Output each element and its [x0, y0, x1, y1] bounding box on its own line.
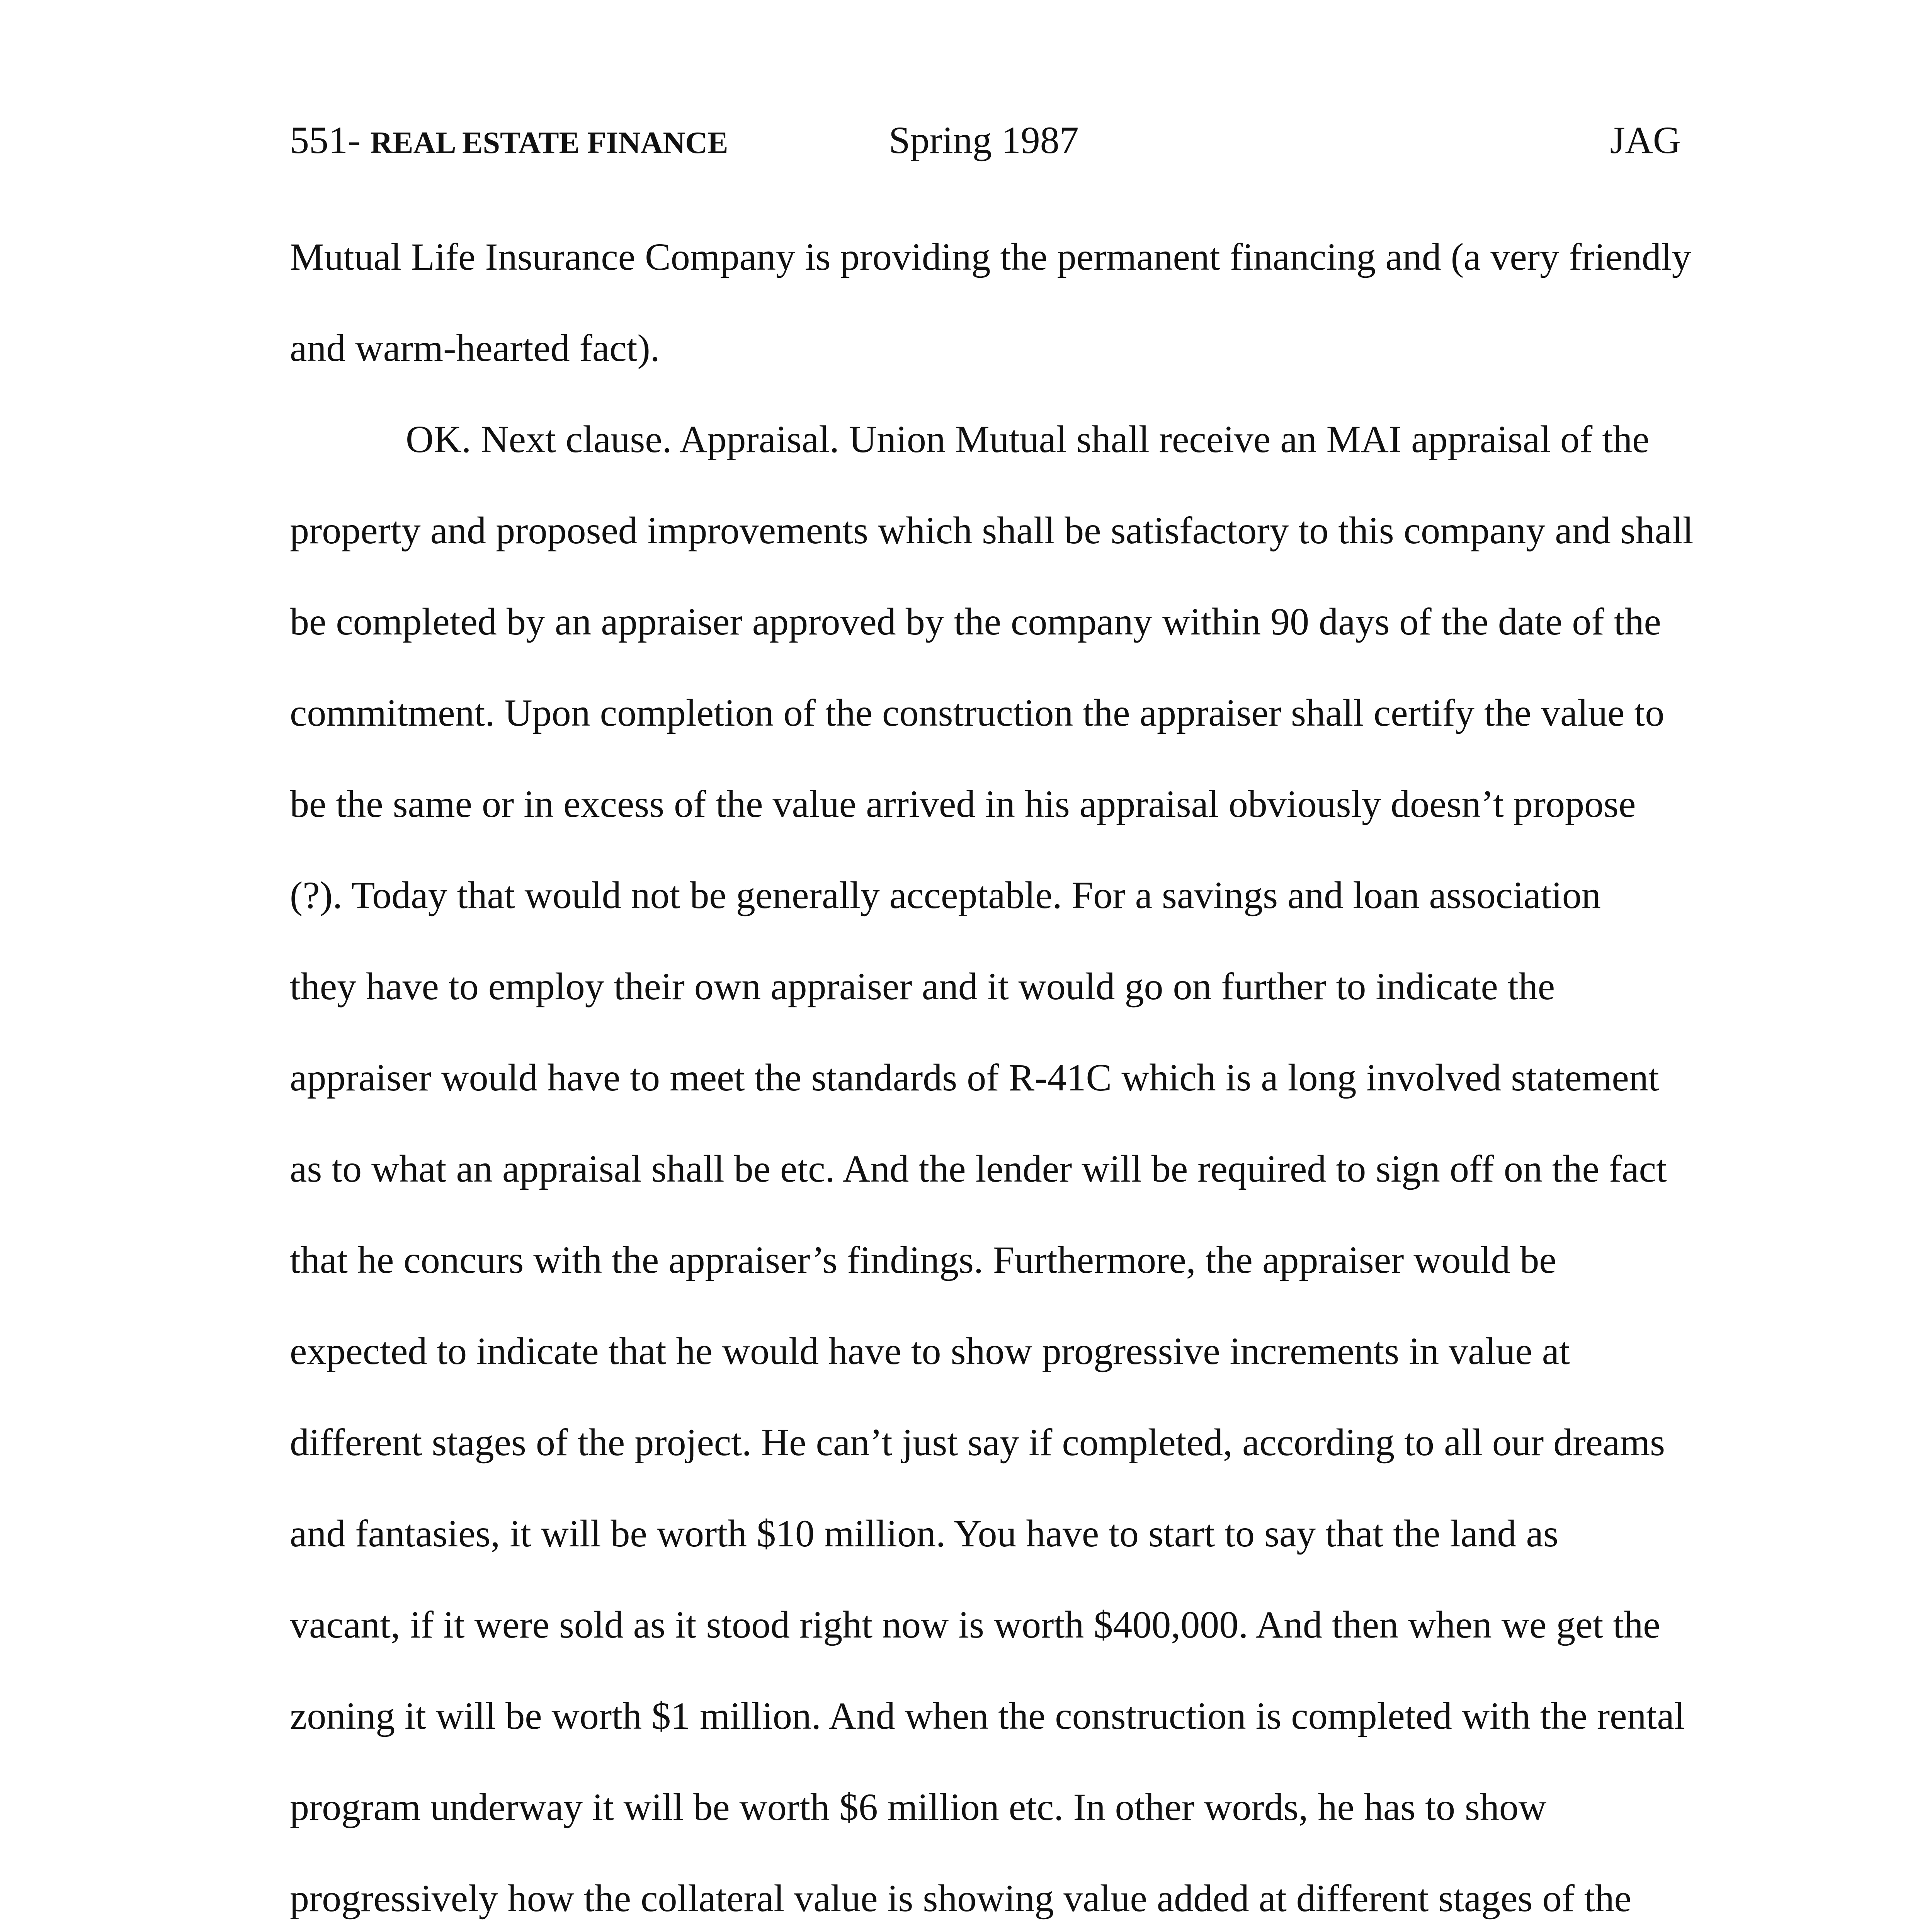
- text-line: different stages of the project. He can’t just say if completed, according to all our dreams: [290, 1421, 1665, 1464]
- text-line: they have to employ their own appraiser and it would go on further to indicate the: [290, 965, 1555, 1008]
- text-line: vacant, if it were sold as it stood right now is worth $400,000. And then when we get the: [290, 1603, 1660, 1646]
- course-title: REAL ESTATE FINANCE: [370, 126, 728, 160]
- text-line: and fantasies, it will be worth $10 million. You have to start to say that the land as: [290, 1512, 1558, 1555]
- course-number: 551-: [290, 119, 361, 162]
- text-line: appraiser would have to meet the standards of R-41C which is a long involved statement: [290, 1056, 1659, 1099]
- course-heading: [290, 115, 728, 168]
- text-line: (?). Today that would not be generally acceptable. For a savings and loan association: [290, 874, 1601, 917]
- text-line: property and proposed improvements which shall be satisfactory to this company and shall: [290, 509, 1694, 552]
- text-line: and warm-hearted fact).: [290, 327, 660, 369]
- text-line: program underway it will be worth $6 million etc. In other words, he has to show: [290, 1786, 1547, 1828]
- text-line: commitment. Upon completion of the construction the appraiser shall certify the value to: [290, 691, 1665, 734]
- page-header: [290, 115, 1681, 165]
- text-line: expected to indicate that he would have to show progressive increments in value at: [290, 1330, 1570, 1372]
- text-line: as to what an appraisal shall be etc. And the lender will be required to sign off on the fact: [290, 1147, 1667, 1190]
- author-initials: JAG: [1610, 119, 1681, 162]
- text-line: zoning it will be worth $1 million. And when the construction is completed with the rental: [290, 1694, 1685, 1737]
- text-line: progressively how the collateral value is showing value added at different stages of the: [290, 1877, 1632, 1920]
- text-line: Mutual Life Insurance Company is providing the permanent financing and (a very friendly: [290, 235, 1691, 278]
- text-line: OK. Next clause. Appraisal. Union Mutual shall receive an MAI appraisal of the: [406, 418, 1650, 461]
- term: Spring 1987: [889, 119, 1079, 162]
- text-line: be completed by an appraiser approved by the company within 90 days of the date of the: [290, 600, 1661, 643]
- text-line: be the same or in excess of the value arrived in his appraisal obviously doesn’t propose: [290, 782, 1636, 825]
- text-line: that he concurs with the appraiser’s findings. Furthermore, the appraiser would be: [290, 1238, 1556, 1281]
- transcript-body: [290, 232, 1694, 1932]
